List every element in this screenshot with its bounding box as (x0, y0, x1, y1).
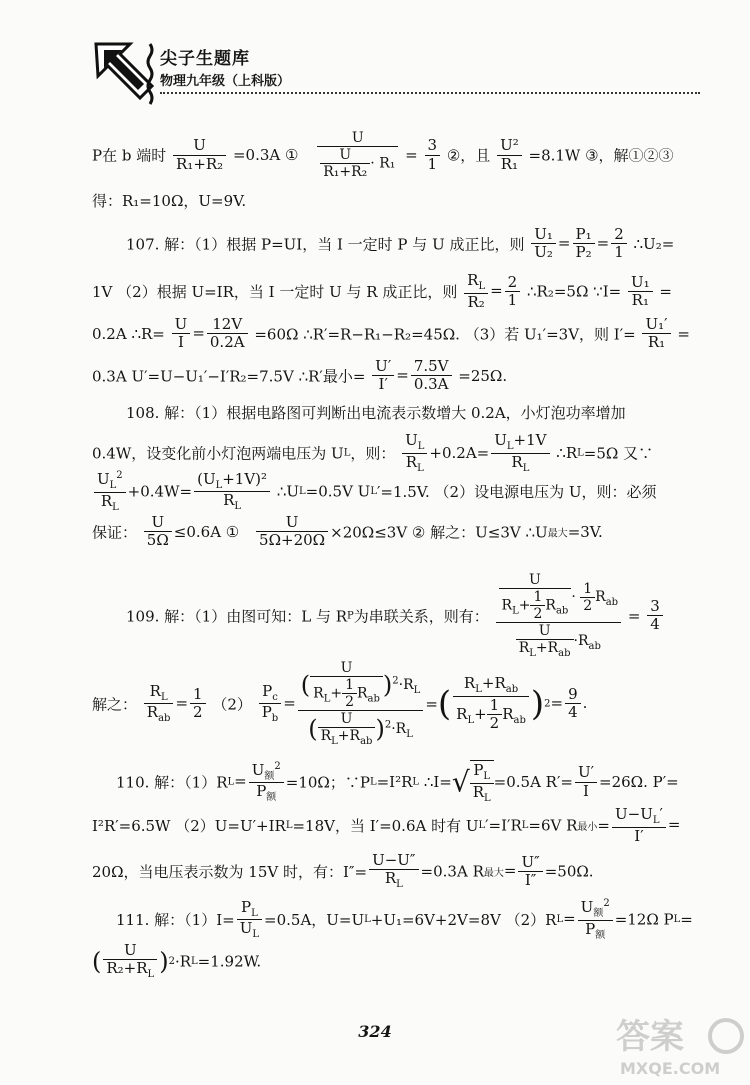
solution-line-5: 0.2A ∴R= $\frac{U}{I}$ = $\frac{12V}{0.2A}$ =60Ω ∴R′=R−R₁−R₂=45Ω. （3）若 U₁′=3V，则 I′= $\frac{\text{U₁′}}{\text{R₁}}$ = (92, 315, 690, 352)
svg-text:MXQE.COM: MXQE.COM (620, 1059, 721, 1078)
solution-line-4: 1V （2）根据 U=IR，当 I 一定时 U 与 R 成正比，则 $\frac{R_L}{\text{R₂}}$ = $\frac{2}{1}$ ∴R₂=5Ω ∵I= $\frac{\text{U₁}}{\text{R₁}}$ = (92, 271, 672, 311)
fraction: $\frac{U}{5\Omega+20\Omega}$ (256, 514, 328, 550)
solution-line-16: 111. 解：（1）I= $\frac{P_L}{U_L}$ =0.5A，U=UL+U₁=6V+2V=8V （2）RL= $\frac{U_额^2}{P_额}$ =12Ω PL= (116, 897, 693, 941)
text: 得：R₁=10Ω，U=9V. (92, 192, 247, 210)
fraction: $\frac{3}{1}$ (425, 137, 441, 173)
fraction: $\frac{2}{1}$ (611, 226, 627, 262)
arrow-logo-icon (92, 38, 156, 108)
square-root: √ $\frac{P_L}{R_L}$ (452, 760, 494, 804)
fraction: $\frac{U'}{I'}$ (372, 358, 394, 394)
fraction: $\frac{\text{P₁}}{\text{P₂}}$ (573, 226, 595, 262)
solution-line-7 (126, 402, 626, 423)
nested-fraction: ( U $R_L+$ $\frac{1}{2}$ $R_{ab}$ )$^2\cdot R_L$ ( $\frac{U}{R_L+R_{ab}}$ )$^2\cdot R_L$ (298, 660, 424, 748)
text: 0.4W，设变化前小灯泡两端电压为 U (92, 444, 344, 463)
solution-line-8: 0.4W，设变化前小灯泡两端电压为 UL，则： $\frac{U_L}{R_L}$ +0.2A= $\frac{U_L+1V}{R_L}$ ∴RL=5Ω 又∵ (92, 431, 654, 474)
fraction: $\frac{U}{I}$ (172, 316, 191, 352)
solution-line-12: 解之： $\frac{R_L}{R_{ab}}$ = $\frac{1}{2}$ （2） $\frac{P_c}{P_b}$ = ( U $R_L+$ $\frac{1}{2}$ $R_{ab}$ )$^2\cdot R_L$ ( $\frac{U}{R_L+R_{ab}}$ )$^2\cdot R_L$ =( $R_L+R_{ab}$ $R_L+$ $\frac{1}{2}$ $R_{ab}$ )2= $\frac{9}{4}$ . (92, 660, 588, 748)
fraction: $\frac{\text{U₁}}{\text{R₁}}$ (628, 274, 653, 310)
solution-line-11: 109. 解：（1）由图可知：L 与 RP为串联关系，则有： U $R_L+$ $\frac{1}{2}$ $R_{ab}$ · $\frac{1}{2}$ $R_{ab}$ $\frac{U}{R_L+R_{ab}}$ $\cdot R_{ab}$ = $\frac{3}{4}$ (126, 572, 665, 660)
text: P在 b 端时 (92, 146, 167, 165)
fraction: $\frac{U}{5\Omega}$ (144, 514, 172, 550)
page-number: 324 (358, 1022, 392, 1041)
fraction: $\frac{U_额^2}{P_额}$ (578, 898, 613, 941)
text: =8.1W ③，解①②③ (528, 146, 674, 165)
fraction: $\frac{U_额^2}{P_额}$ (249, 761, 284, 804)
text: 1V （2）根据 U=IR，当 I 一定时 U 与 R 成正比，则 (92, 282, 458, 301)
solution-line-17: ( $\frac{U}{R_2+R_L}$ )2·RL=1.92W. (92, 941, 262, 981)
fraction: $\frac{9}{4}$ (565, 686, 581, 722)
nested-fraction: U $\frac{U}{\text{R₁+R₂}}$ · R₁ (317, 130, 398, 180)
fraction: $\frac{P_c}{P_b}$ (259, 683, 282, 725)
fraction: $\frac{\text{U₁′}}{\text{R₁}}$ (642, 316, 670, 352)
fraction: $\frac{R_L}{\text{R₂}}$ (464, 272, 488, 311)
fraction: $\frac{U}{R_2+R_L}$ (103, 942, 157, 981)
text: = (659, 282, 672, 301)
nested-fraction: U $R_L+$ $\frac{1}{2}$ $R_{ab}$ · $\frac{1}{2}$ $R_{ab}$ $\frac{U}{R_L+R_{ab}}$ $\cdot R_{ab}$ (496, 572, 622, 660)
text: ②，且 (446, 146, 491, 165)
text: 0.2A ∴R= (92, 324, 165, 343)
fraction: $\frac{U''}{I''}$ (518, 854, 542, 890)
fraction: $\frac{U}{\text{R₁+R₂}}$ (173, 137, 226, 173)
solution-line-2 (92, 190, 246, 211)
fraction: $\frac{U_L}{R_L}$ (402, 432, 427, 474)
fraction: $\frac{U_L^2}{R_L}$ (94, 470, 126, 513)
text: =25Ω. (458, 366, 508, 385)
text: 108. 解：（1）根据电路图可判断出电流表示数增大 0.2A，小灯泡功率增加 (126, 404, 626, 422)
text: 107. 解：（1）根据 P=UI，当 I 一定时 P 与 U 成正比，则 (126, 235, 525, 254)
svg-text:答案: 答案 (616, 1017, 684, 1057)
fraction: $\frac{R_L}{R_{ab}}$ (144, 683, 174, 725)
solution-line-14: I²R′=6.5W （2）U=U′+IRL=18V，当 I′=0.6A 时有 UL′=I′RL=6V R最小= $\frac{U-U_L'}{I'}$ = (92, 805, 681, 845)
watermark-logo-icon (612, 1008, 748, 1080)
fraction: $R_L+R_{ab}$ $R_L+$ $\frac{1}{2}$ $R_{ab}$ (453, 675, 529, 732)
book-title: 尖子生题库 (160, 49, 250, 69)
fraction: $\frac{12V}{0.2A}$ (207, 316, 248, 352)
fraction: $\frac{U-U''}{R_L}$ (369, 852, 418, 891)
text: ∴R₂=5Ω ∵I= (526, 282, 622, 301)
fraction: $\frac{\text{U₁}}{\text{U₂}}$ (531, 226, 556, 262)
fraction: $\frac{3}{4}$ (647, 598, 663, 634)
text: = (677, 324, 690, 343)
text: = (405, 146, 418, 165)
book-subtitle: 物理九年级（上科版） (160, 74, 291, 89)
text: ∴U₂= (633, 234, 675, 253)
fraction: $\frac{7.5V}{0.3A}$ (411, 358, 452, 394)
solution-line-6: 0.3A U′=U−U₁′−I′R₂=7.5V ∴R′最小= $\frac{U'}{I'}$ = $\frac{7.5V}{0.3A}$ =25Ω. (92, 357, 508, 394)
text: =60Ω ∴R′=R−R₁−R₂=45Ω. （3）若 U₁′=3V，则 I′= (254, 325, 636, 344)
text: =0.3A ① (232, 146, 299, 165)
solution-line-1 (92, 130, 674, 180)
solution-line-10: 保证： $\frac{U}{5\Omega}$ ≤0.6A ① $\frac{U}{5\Omega+20\Omega}$ ×20Ω≤3V ② 解之：U≤3V ∴U最大=3V. (92, 513, 603, 550)
solution-line-13: 110. 解：（1）RL= $\frac{U_额^2}{P_额}$ =10Ω；∵PL=I²RL ∴I=√ $\frac{P_L}{R_L}$ =0.5A R′= $\frac{U'}{I}$ =26Ω. P′= (116, 760, 679, 804)
solution-line-3: 107. 解：（1）根据 P=UI，当 I 一定时 P 与 U 成正比，则 $\frac{\text{U₁}}{\text{U₂}}$ = $\frac{\text{P₁}}{\text{P₂}}$ = $\frac{2}{1}$ ∴U₂= (126, 225, 675, 262)
fraction: $\frac{2}{1}$ (505, 274, 521, 310)
fraction: $\frac{U_L+1V}{R_L}$ (491, 432, 549, 474)
fraction: $\frac{U-U_L'}{I'}$ (612, 806, 666, 845)
fraction: $\frac{\text{U²}}{\text{R₁}}$ (497, 137, 522, 173)
solution-line-15: 20Ω，当电压表示数为 15V 时，有：I″= $\frac{U-U''}{R_L}$ =0.3A R最大= $\frac{U''}{I''}$ =50Ω. (92, 851, 594, 891)
header-divider (160, 92, 700, 94)
fraction: $\frac{1}{2}$ (190, 686, 206, 722)
fraction: $\frac{(U_L+1V)^2}{R_L}$ (194, 471, 270, 513)
text: 0.3A U′=U−U₁′−I′R₂=7.5V ∴R′最小= (92, 367, 366, 386)
fraction: $\frac{P_L}{U_L}$ (237, 899, 262, 941)
solution-line-9: $\frac{U_L^2}{R_L}$ +0.4W= $\frac{(U_L+1V)^2}{R_L}$ ∴UL=0.5V UL′=1.5V. （2）设电源电压为 U，则：必须 (92, 470, 657, 513)
fraction: $\frac{U'}{I}$ (575, 764, 597, 800)
